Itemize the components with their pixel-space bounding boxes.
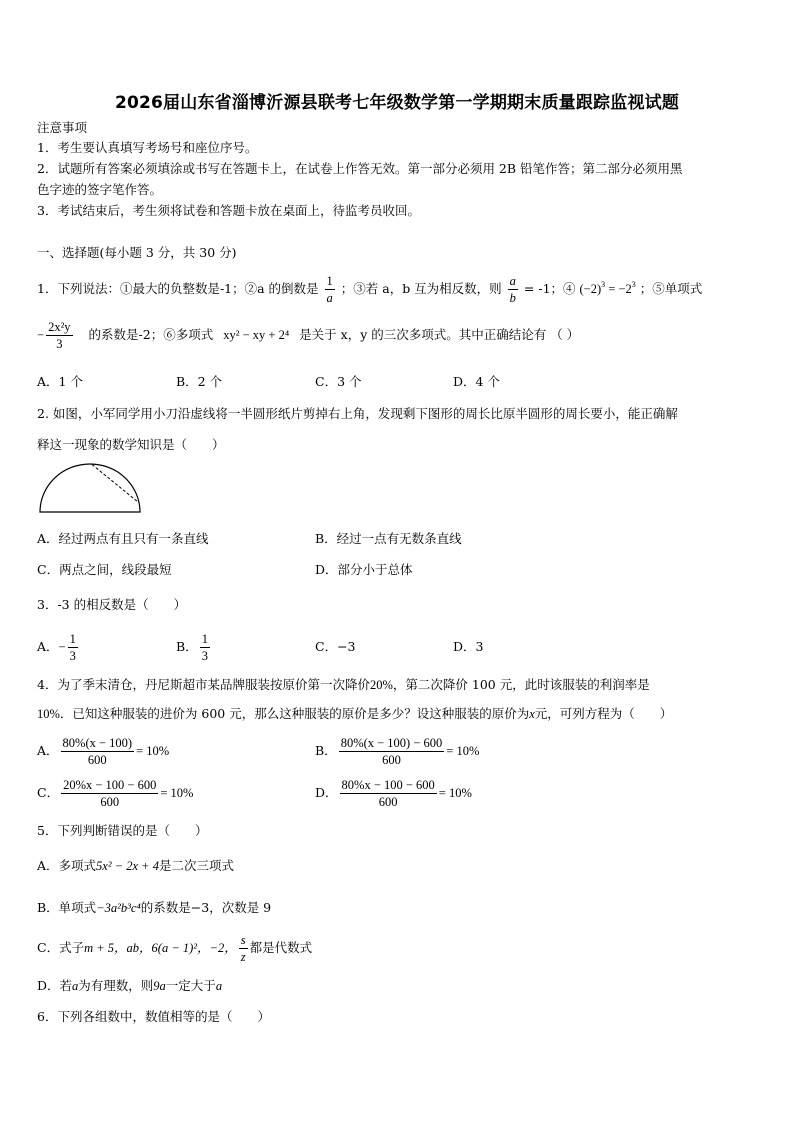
q1-option-c[interactable]: C．3 个	[315, 374, 362, 389]
q4-d-label: D．	[315, 785, 338, 800]
q5-option-d[interactable]	[37, 977, 222, 995]
q5-d-9a: 9a	[153, 979, 166, 993]
q1-expr-4: $(-2)^3 = -2^3$	[579, 280, 636, 296]
q4-line2	[37, 705, 759, 723]
q1-option-b[interactable]: B．2 个	[176, 374, 223, 389]
q5-c-text1: C．式子	[37, 940, 85, 955]
q4-a-den: 600	[87, 753, 107, 767]
q4-option-d[interactable]	[315, 775, 472, 811]
q1-frac2-num: a	[509, 274, 516, 288]
q3-b-den: 3	[201, 649, 208, 663]
q5-d-text1: D．若	[37, 978, 73, 993]
q3-option-b-frac	[200, 631, 210, 664]
q3-option-a-label: A．	[37, 639, 59, 654]
q4-option-a[interactable]	[37, 733, 169, 769]
q1-frac2-den: b	[509, 291, 516, 305]
q4-c-num: 20%x − 100 − 600	[63, 778, 157, 792]
q1-option-a[interactable]: A．1 个	[37, 374, 83, 389]
q4-c-den: 600	[100, 795, 120, 809]
q5-c-den: z	[240, 950, 246, 964]
q5-a-text1: A．多项式	[37, 858, 97, 873]
q5-line: 5．下列判断错误的是（ ）	[37, 823, 208, 838]
q3-option-b-label: B．	[176, 639, 198, 654]
q1-text-4: ；⑤单项式	[639, 281, 703, 296]
q4-c-frac	[61, 777, 158, 810]
q4-b-label: B．	[315, 743, 337, 758]
q3-line: 3．-3 的相反数是（ ）	[37, 597, 187, 612]
q4-option-b[interactable]	[315, 733, 479, 769]
q5-a-expr: 5x² − 2x + 4	[96, 859, 159, 873]
q1-fraction-2	[508, 273, 518, 306]
q4-profit-rate: 10%	[37, 707, 60, 721]
q5-c-expr: m + 5，ab，6(a − 1)²，−2，	[84, 941, 237, 955]
q5-c-frac	[239, 932, 248, 965]
q4-line1	[37, 676, 759, 694]
q5-option-a[interactable]	[37, 857, 234, 875]
q4-d-den: 600	[378, 795, 398, 809]
q3-option-a[interactable]: A．− $\frac{1}{3}$	[37, 632, 76, 663]
q5-c-num: s	[240, 933, 246, 947]
q2-option-b[interactable]: B．经过一点有无数条直线	[315, 531, 462, 546]
q4-option-c[interactable]	[37, 775, 193, 811]
q1-line2-text: 的系数是-2；⑥多项式	[88, 327, 214, 342]
q2-option-c[interactable]: C．两点之间，线段最短	[37, 562, 172, 577]
q4-b-num: 80%(x − 100) − 600	[340, 736, 443, 750]
q4-text-2d: 元，可列方程为（ ）	[534, 706, 673, 721]
q3-option-c[interactable]: C．−3	[315, 639, 356, 654]
notice-item-2: 2．试题所有答案必须填涂或书写在答题卡上，在试卷上作答无效。第一部分必须用 2B 铅笔作答；第二部分必须用黑	[37, 161, 683, 176]
q1-fraction-3	[46, 319, 73, 352]
notice-item-3: 3．考试结束后，考生须将试卷和答题卡放在桌面上，待监考员收回。	[37, 203, 420, 218]
q3-option-a-frac	[68, 631, 78, 664]
q4-a-num: 80%(x − 100)	[62, 736, 133, 750]
q3-a-num: 1	[69, 632, 76, 646]
q4-c-rhs: = 10%	[160, 786, 194, 800]
q1-frac1-num: 1	[326, 274, 333, 288]
q3-option-b[interactable]	[176, 629, 212, 665]
q5-a-text2: 是二次三项式	[159, 858, 235, 873]
section-heading: 一、选择题(每小题 3 分，共 30 分)	[37, 245, 237, 260]
q1-line2: − $\frac{\text{2x²y}}{3}$ 的系数是-2；⑥多项式 xy² − xy + 2⁴ 是关于 x，y 的三次多项式。其中正确结论有 （ ）	[37, 320, 580, 351]
notice-item-1: 1．考生要认真填写考场号和座位序号。	[37, 140, 258, 155]
q2-line2: 释这一现象的数学知识是（ ）	[37, 437, 225, 452]
q4-a-label: A．	[37, 743, 59, 758]
semicircle-figure	[38, 462, 142, 516]
q3-a-den: 3	[69, 649, 76, 663]
q5-d-text3: 一定大于	[165, 978, 216, 993]
q4-d-frac	[340, 777, 437, 810]
q2-line1: 2. 如图，小军同学用小刀沿虚线将一半圆形纸片剪掉右上角，发现剩下图形的周长比原半圆形的周长要小，能正确解	[37, 406, 678, 421]
q4-text-1a: 4．为了季末清仓，丹尼斯超市某品牌服装按原价第一次降价	[37, 677, 370, 692]
q3-b-num: 1	[201, 632, 208, 646]
semicircle-outline	[40, 464, 140, 512]
q4-c-label: C．	[37, 785, 60, 800]
q2-option-d[interactable]: D．部分小于总体	[315, 562, 413, 577]
q4-d-num: 80%x − 100 − 600	[341, 778, 435, 792]
q1-option-d[interactable]: D．4 个	[453, 374, 500, 389]
q5-c-text2: 都是代数式	[249, 940, 313, 955]
page-title: 2026届山东省淄博沂源县联考七年级数学第一学期期末质量跟踪监视试题	[114, 93, 680, 113]
q4-b-frac	[339, 735, 445, 768]
q4-d-rhs: = 10%	[438, 786, 472, 800]
q4-text-1c: ，第二次降价 100 元，此时该服装的利润率是	[392, 677, 650, 692]
notice-heading: 注意事项	[37, 120, 88, 135]
q1-text-2: ；③若 a，b 互为相反数，则	[340, 281, 502, 296]
q5-option-c[interactable]	[37, 930, 312, 966]
q3-option-d[interactable]: D．3	[453, 639, 484, 654]
q1-frac3-den: 3	[56, 337, 63, 351]
q1-text-3: = -1；④	[523, 281, 576, 296]
q4-text-2b: ．已知这种服装的进价为 600 元，那么这种服装的原价是多少？设这种服装的原价为	[59, 706, 530, 721]
q4-a-frac	[61, 735, 135, 768]
q5-b-text2: 的系数是−3，次数是 9	[140, 900, 272, 915]
q1-frac1-den: a	[326, 291, 333, 305]
q5-d-text2: 为有理数，则	[78, 978, 154, 993]
q1-line1	[37, 268, 759, 306]
q5-b-text1: B．单项式	[37, 900, 97, 915]
q4-b-den: 600	[382, 753, 401, 767]
q5-d-var-a2: a	[215, 979, 223, 993]
notice-item-2-cont: 色字迹的签字笔作答。	[37, 182, 163, 197]
q1-fraction-1	[325, 273, 335, 306]
q6-line: 6．下列各组数中，数值相等的是（ ）	[37, 1009, 270, 1024]
q1-frac3-num: 2x²y	[48, 320, 71, 334]
q5-b-expr: −3a²b³c⁴	[96, 901, 141, 915]
q1-text-1: 1．下列说法：①最大的负整数是-1；②a 的倒数是	[37, 281, 319, 296]
q2-option-a[interactable]: A．经过两点有且只有一条直线	[37, 531, 209, 546]
q5-d-var-a: a	[72, 979, 79, 993]
q5-option-b[interactable]	[37, 899, 271, 917]
q4-a-rhs: = 10%	[136, 744, 170, 758]
q4-discount: 20%	[369, 678, 393, 692]
q1-polynomial: xy² − xy + 2⁴	[223, 328, 290, 342]
q1-line2-text2: 是关于 x，y 的三次多项式。其中正确结论有 （ ）	[299, 327, 580, 342]
q4-b-rhs: = 10%	[446, 744, 480, 758]
q4-var-x: x	[529, 707, 535, 721]
